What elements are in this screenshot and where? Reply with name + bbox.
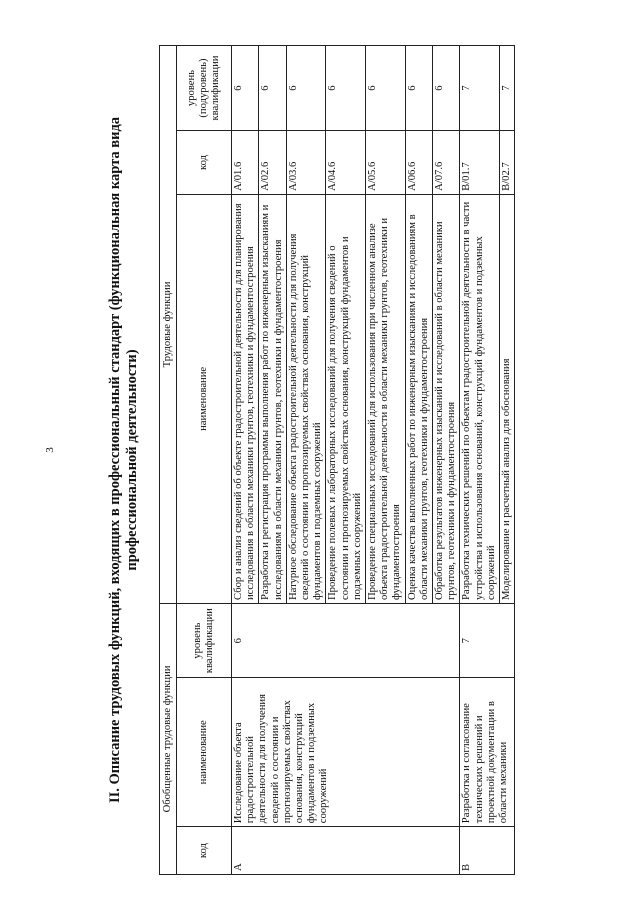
function-code: A/05.6 (366, 131, 406, 195)
group-code: A (232, 827, 460, 875)
col-name-header: наименование (177, 678, 232, 827)
function-name: Обработка результатов инженерных изысканий и исследований в области механики грунтов, геотехники и фундаментостроения (433, 194, 460, 603)
group-name: Исследование объекта градостроительной деятельности для получения сведений о состоянии и прогнозируемых свойствах основания, конструкций фундаментов и подземных сооружений (232, 678, 460, 827)
col-function-code-header: код (177, 131, 232, 195)
function-code: A/01.6 (232, 131, 259, 195)
function-name: Разработка и регистрация программы выполнения работ по инженерным изысканиям и исследованиям в области механики грунтов, геотехники и фундаментостроения (259, 194, 286, 603)
col-function-name-header: наименование (177, 194, 232, 603)
function-name: Моделирование и расчетный анализ для обоснования (500, 194, 515, 603)
table-row (460, 46, 500, 875)
section-heading (105, 45, 159, 875)
function-code: B/01.7 (460, 131, 500, 195)
generalized-functions-header: Обобщенные трудовые функции (160, 603, 177, 874)
function-name: Проведение специальных исследований для использования при численном анализе объекта градостроительной деятельности в области механики грунтов, геотехники и фундаментостроения (366, 194, 406, 603)
group-level: 7 (460, 603, 515, 677)
function-name: Оценка качества выполненных работ по инженерным изысканиям и исследованиям в области механики грунтов, геотехники и фундаментостроения (405, 194, 432, 603)
function-level: 7 (460, 46, 500, 131)
heading-line-2: профессиональной деятельности) (124, 349, 140, 571)
labor-functions-header: Трудовые функции (160, 46, 177, 604)
heading-line-1: II. Описание трудовых функций, входящих в профессиональный стандарт (функциональная карта вида (107, 116, 123, 804)
col-code-header: код (177, 827, 232, 875)
function-level: 6 (286, 46, 326, 131)
function-name: Разработка технических решений по объектам градостроительной деятельности в части устройства и использования оснований, конструкций фундаментов и подземных сооружений (460, 194, 500, 603)
function-level: 6 (366, 46, 406, 131)
function-level: 6 (259, 46, 286, 131)
group-code: B (460, 827, 515, 875)
function-level: 6 (405, 46, 432, 131)
function-level: 7 (500, 46, 515, 131)
rotated-page (105, 45, 600, 875)
page-number: 3 (44, 447, 56, 453)
function-level: 6 (232, 46, 259, 131)
function-name: Натурное обследование объекта градостроительной деятельности для получения сведений о состоянии и прогнозируемых свойствах основания, конструкций фундаментов и подземных сооружений (286, 194, 326, 603)
function-code: A/03.6 (286, 131, 326, 195)
function-level: 6 (326, 46, 366, 131)
function-code: A/07.6 (433, 131, 460, 195)
col-sublevel-header: уровень (подуровень) квалификации (177, 46, 232, 131)
function-name: Сбор и анализ сведений об объекте градостроительной деятельности для планирования исследования в области механики грунтов, геотехники и фундаментостроения (232, 194, 259, 603)
function-level: 6 (433, 46, 460, 131)
function-name: Проведение полевых и лабораторных исследований для получения сведений о состоянии и прогнозируемых свойствах основания, конструкций фундаментов и подземных сооружений (326, 194, 366, 603)
group-level: 6 (232, 603, 460, 677)
function-code: B/02.7 (500, 131, 515, 195)
functional-map-table (159, 45, 515, 875)
function-code: A/06.6 (405, 131, 432, 195)
function-code: A/02.6 (259, 131, 286, 195)
function-code: A/04.6 (326, 131, 366, 195)
table-row (232, 46, 259, 875)
group-name: Разработка и согласование технических решений и проектной документации в области механики (460, 678, 515, 827)
col-level-header: уровень квалификации (177, 603, 232, 677)
